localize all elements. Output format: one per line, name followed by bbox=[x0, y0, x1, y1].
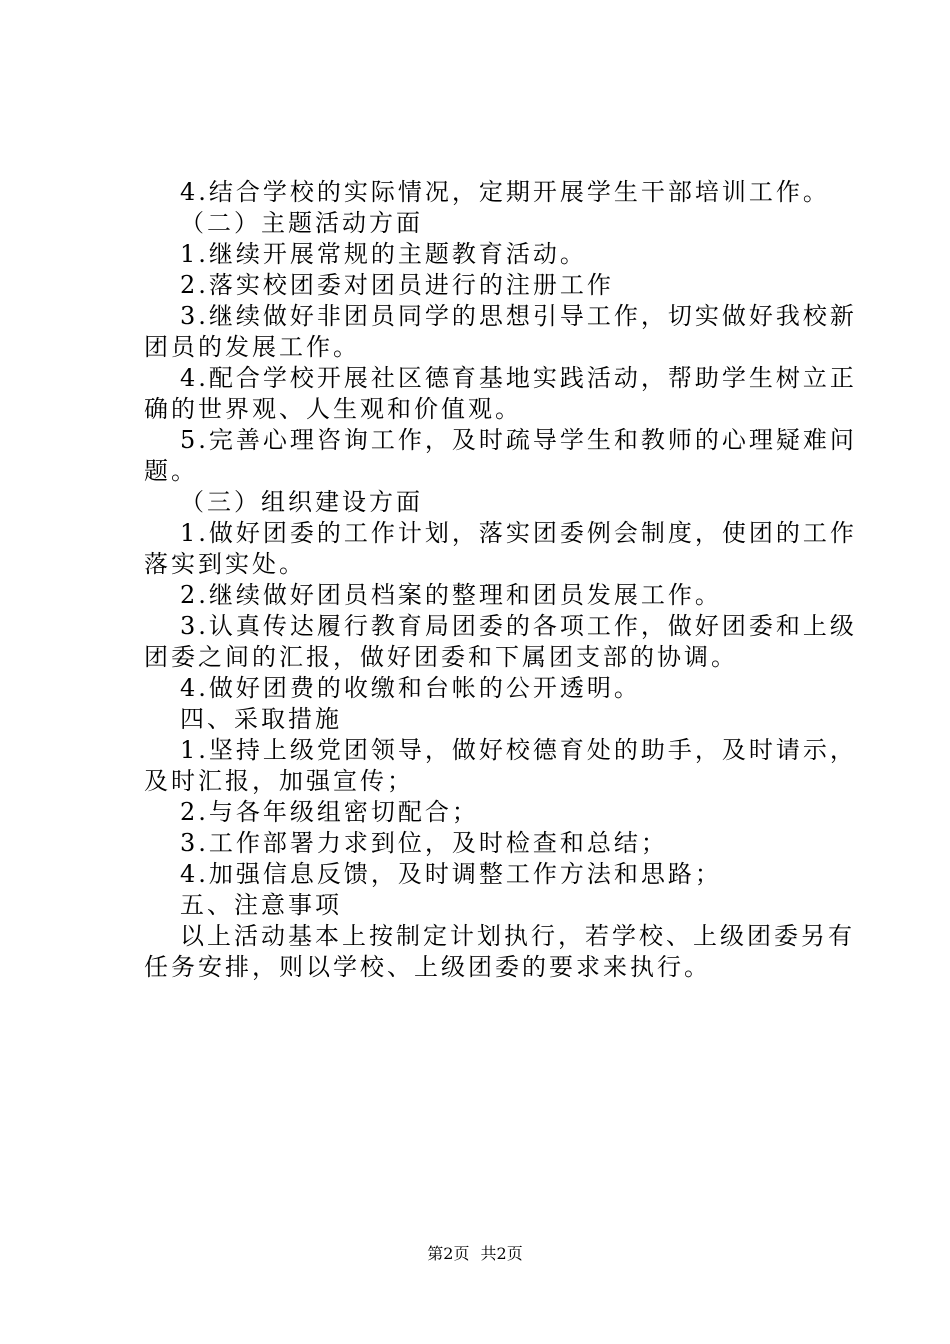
paragraph bbox=[144, 301, 857, 363]
paragraph-line: 3.认真传达履行教育局团委的各项工作，做好团委和上级 bbox=[180, 612, 857, 640]
paragraph-line: 五、注意事项 bbox=[180, 891, 342, 919]
paragraph bbox=[144, 425, 857, 487]
paragraph bbox=[144, 828, 834, 859]
paragraph-line: （三）组织建设方面 bbox=[180, 488, 423, 516]
paragraph-line: 任务安排，则以学校、上级团委的要求来执行。 bbox=[144, 953, 711, 981]
paragraph-line: 1.做好团委的工作计划，落实团委例会制度，使团的工作 bbox=[180, 519, 857, 547]
section-heading bbox=[144, 487, 834, 518]
paragraph-line: 团员的发展工作。 bbox=[144, 333, 360, 361]
paragraph-line: 四、采取措施 bbox=[180, 705, 342, 733]
paragraph bbox=[144, 239, 834, 270]
paragraph bbox=[144, 580, 834, 611]
paragraph-line: 确的世界观、人生观和价值观。 bbox=[144, 395, 522, 423]
paragraph-line: 及时汇报，加强宣传； bbox=[144, 767, 414, 795]
paragraph-line: （二）主题活动方面 bbox=[180, 209, 423, 237]
paragraph bbox=[144, 797, 834, 828]
section-heading bbox=[144, 704, 834, 735]
paragraph bbox=[144, 735, 857, 797]
document-body bbox=[144, 177, 857, 983]
paragraph bbox=[144, 518, 857, 580]
paragraph-line: 4.配合学校开展社区德育基地实践活动，帮助学生树立正 bbox=[180, 364, 857, 392]
paragraph bbox=[144, 921, 855, 983]
paragraph-line: 4.结合学校的实际情况，定期开展学生干部培训工作。 bbox=[180, 178, 830, 206]
paragraph-line: 2.继续做好团员档案的整理和团员发展工作。 bbox=[180, 581, 722, 609]
paragraph bbox=[144, 673, 834, 704]
paragraph-line: 4.加强信息反馈，及时调整工作方法和思路； bbox=[180, 860, 722, 888]
paragraph-line: 2.落实校团委对团员进行的注册工作 bbox=[180, 271, 614, 299]
page-footer bbox=[0, 1244, 950, 1264]
page-number: 第2页 bbox=[427, 1244, 470, 1263]
paragraph-line: 4.做好团费的收缴和台帐的公开透明。 bbox=[180, 674, 641, 702]
section-heading bbox=[144, 890, 834, 921]
paragraph-line: 5.完善心理咨询工作，及时疏导学生和教师的心理疑难问 bbox=[180, 426, 857, 454]
paragraph-line: 题。 bbox=[144, 457, 198, 485]
paragraph bbox=[144, 177, 834, 208]
paragraph-line: 2.与各年级组密切配合； bbox=[180, 798, 479, 826]
paragraph-line: 落实到实处。 bbox=[144, 550, 306, 578]
paragraph-line: 以上活动基本上按制定计划执行，若学校、上级团委另有 bbox=[180, 922, 855, 950]
section-heading bbox=[144, 208, 834, 239]
page-total: 共2页 bbox=[480, 1244, 523, 1263]
paragraph-line: 3.工作部署力求到位，及时检查和总结； bbox=[180, 829, 668, 857]
paragraph bbox=[144, 859, 834, 890]
paragraph-line: 团委之间的汇报，做好团委和下属团支部的协调。 bbox=[144, 643, 738, 671]
paragraph-line: 3.继续做好非团员同学的思想引导工作，切实做好我校新 bbox=[180, 302, 857, 330]
paragraph bbox=[144, 611, 857, 673]
paragraph-line: 1.继续开展常规的主题教育活动。 bbox=[180, 240, 587, 268]
paragraph bbox=[144, 363, 857, 425]
paragraph-line: 1.坚持上级党团领导，做好校德育处的助手，及时请示， bbox=[180, 736, 857, 764]
paragraph bbox=[144, 270, 834, 301]
